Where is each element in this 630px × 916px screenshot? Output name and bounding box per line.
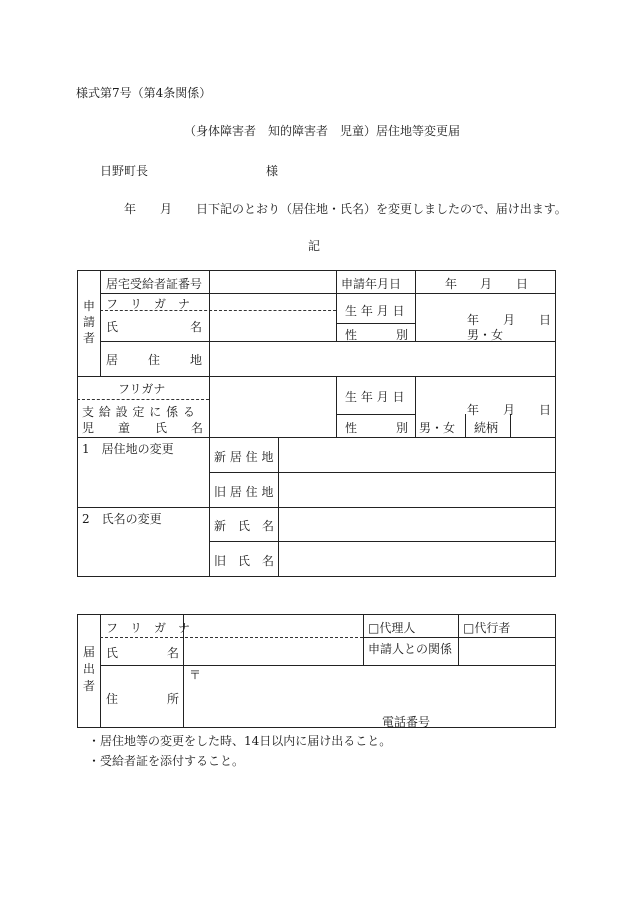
old-residence-label: 旧 居 住 地 bbox=[214, 485, 274, 499]
application-date-label: 申請年月日 bbox=[341, 277, 402, 291]
relation-to-applicant-label: 申請人との関係 bbox=[368, 642, 453, 656]
name-change-label: 2 氏名の変更 bbox=[82, 512, 162, 526]
intro-year: 年 bbox=[124, 202, 137, 216]
honorific: 様 bbox=[266, 164, 279, 178]
notifier-name-label-1: 氏 bbox=[106, 646, 119, 660]
child-birth-month: 月 bbox=[503, 403, 516, 417]
applicant-gender-label-1: 性 bbox=[345, 328, 358, 342]
intro-month: 月 bbox=[160, 202, 173, 216]
note-2: ・受給者証を添付すること。 bbox=[88, 754, 245, 768]
note-1: ・居住地等の変更をした時、14日以内に届け出ること。 bbox=[88, 734, 392, 748]
proxy-checkbox[interactable]: □代行者 bbox=[463, 621, 511, 635]
intro-text: 日下記のとおり（居住地・氏名）を変更しましたので、届け出ます。 bbox=[196, 202, 567, 216]
cert-number-label: 居宅受給者証番号 bbox=[106, 277, 203, 291]
agent-checkbox[interactable]: □代理人 bbox=[368, 621, 416, 635]
child-birthdate-label: 生 年 月 日 bbox=[345, 390, 405, 404]
notifier-section-label: 届出者 bbox=[82, 645, 95, 693]
applicant-gender-label-2: 別 bbox=[396, 328, 409, 342]
child-gender-value: 男・女 bbox=[419, 421, 456, 435]
application-month: 月 bbox=[480, 277, 493, 291]
application-year: 年 bbox=[445, 277, 458, 291]
child-gender-label-1: 性 bbox=[345, 421, 358, 435]
ki-label: 記 bbox=[308, 239, 321, 253]
application-day: 日 bbox=[516, 277, 529, 291]
applicant-furigana-label: フ リ ガ ナ bbox=[106, 297, 191, 311]
applicant-birthdate-label: 生 年 月 日 bbox=[345, 304, 405, 318]
addressee: 日野町長 bbox=[100, 164, 149, 178]
child-label-line1: 支 給 設 定 に 係 る bbox=[82, 405, 196, 419]
new-name-label: 新 氏 名 bbox=[214, 519, 275, 533]
child-label-d: 名 bbox=[191, 421, 204, 435]
child-label-b: 童 bbox=[118, 421, 131, 435]
new-residence-label: 新 居 住 地 bbox=[214, 450, 274, 464]
applicant-address-label-3: 地 bbox=[190, 353, 203, 367]
applicant-birth-year: 年 bbox=[467, 313, 480, 327]
child-birth-day: 日 bbox=[539, 403, 552, 417]
form-title: （身体障害者 知的障害者 児童）居住地等変更届 bbox=[184, 124, 461, 138]
child-label-a: 児 bbox=[82, 421, 95, 435]
notifier-furigana-label: フ リ ガ ナ bbox=[106, 621, 191, 635]
applicant-birth-day: 日 bbox=[539, 313, 552, 327]
applicant-section-label: 申請者 bbox=[82, 299, 95, 345]
applicant-name-label-1: 氏 bbox=[106, 320, 119, 334]
residence-change-label: 1 居住地の変更 bbox=[82, 442, 174, 456]
applicant-address-label-1: 居 bbox=[106, 353, 119, 367]
notifier-name-label-2: 名 bbox=[167, 646, 180, 660]
applicant-birth-month: 月 bbox=[503, 313, 516, 327]
child-label-c: 氏 bbox=[155, 421, 168, 435]
postal-mark: 〒 bbox=[189, 668, 202, 682]
notifier-address-label-2: 所 bbox=[167, 692, 180, 706]
applicant-gender-value: 男・女 bbox=[467, 328, 504, 342]
child-furigana-label: フリガナ bbox=[118, 382, 166, 396]
applicant-name-label-2: 名 bbox=[190, 320, 203, 334]
applicant-address-label-2: 住 bbox=[148, 353, 161, 367]
old-name-label: 旧 氏 名 bbox=[214, 554, 275, 568]
child-birth-year: 年 bbox=[467, 403, 480, 417]
form-number: 様式第7号（第4条関係） bbox=[76, 86, 212, 100]
notifier-address-label-1: 住 bbox=[106, 692, 119, 706]
child-gender-label-2: 別 bbox=[396, 421, 409, 435]
phone-label: 電話番号 bbox=[382, 715, 431, 729]
child-relation-label: 続柄 bbox=[474, 421, 499, 435]
